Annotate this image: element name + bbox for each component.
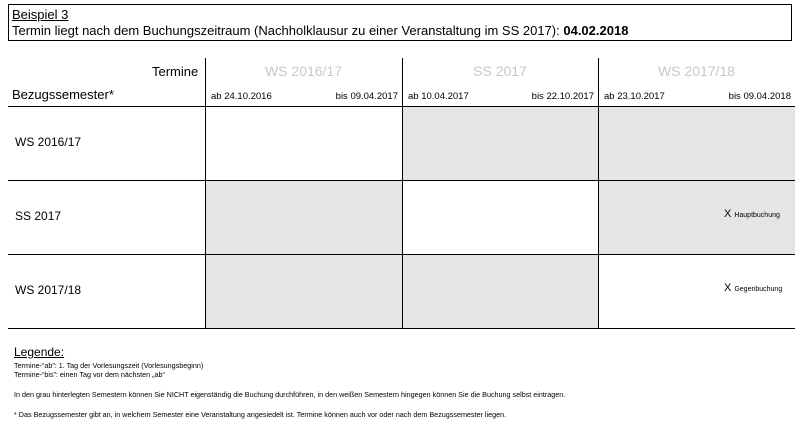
example-subtitle <box>12 23 628 38</box>
white-cell <box>205 106 402 180</box>
semester-header: WS 2016/17 <box>264 63 343 79</box>
example-header-box <box>8 4 792 41</box>
example-title: Beispiel 3 <box>12 7 69 22</box>
date-from: ab 10.04.2017 <box>408 91 469 102</box>
legend-line-grey: In den grau hinterlegten Semestern können Sie NICHT eigenständig die Buchung durchführen, in den weißen Semestern hingegen können Sie die Buchung selbst eintragen. <box>14 390 566 399</box>
legend-line-bis: Termine-“bis”: einen Tag vor dem nächsten „ab“ <box>14 370 165 379</box>
example-date: 04.02.2018 <box>563 23 629 38</box>
date-to: bis 09.04.2017 <box>335 91 398 102</box>
legend-line-ab: Termine-“ab”: 1. Tag der Vorlesungszeit (Vorlesungsbeginn) <box>14 361 204 370</box>
column-rule <box>598 58 599 328</box>
termine-label: Termine <box>152 64 199 79</box>
semester-header: SS 2017 <box>473 63 527 79</box>
grey-cell <box>402 254 598 328</box>
column-rule <box>205 58 206 328</box>
row-label: WS 2016/17 <box>15 135 82 149</box>
mark-x: X <box>724 282 732 294</box>
booking-mark <box>724 208 780 220</box>
mark-subscript: Hauptbuchung <box>734 212 780 219</box>
legend-title: Legende: <box>14 345 65 359</box>
booking-mark <box>724 282 782 294</box>
example-subtitle-text: Termin liegt nach dem Buchungszeitraum (Nachholklausur zu einer Veranstaltung im SS 2017): <box>12 23 560 38</box>
date-to: bis 09.04.2018 <box>728 91 791 102</box>
row-label: SS 2017 <box>15 209 62 223</box>
row-label: WS 2017/18 <box>15 283 82 297</box>
date-from: ab 23.10.2017 <box>604 91 665 102</box>
grey-cell <box>598 106 795 180</box>
row-rule <box>8 328 795 329</box>
legend-line-bezug: * Das Bezugssemester gibt an, in welchem Semester eine Veranstaltung angesiedelt ist. Termine können auch vor oder nach dem Bezugssemester liegen. <box>14 410 507 419</box>
date-to: bis 22.10.2017 <box>531 91 594 102</box>
grey-cell <box>205 254 402 328</box>
mark-subscript: Gegenbuchung <box>734 286 783 293</box>
grey-cell <box>205 180 402 254</box>
semester-header: WS 2017/18 <box>657 63 736 79</box>
date-from: ab 24.10.2016 <box>211 91 272 102</box>
column-rule <box>402 58 403 328</box>
white-cell <box>402 180 598 254</box>
grey-cell <box>402 106 598 180</box>
bezugssemester-label: Bezugssemester* <box>12 87 114 102</box>
mark-x: X <box>724 208 732 220</box>
